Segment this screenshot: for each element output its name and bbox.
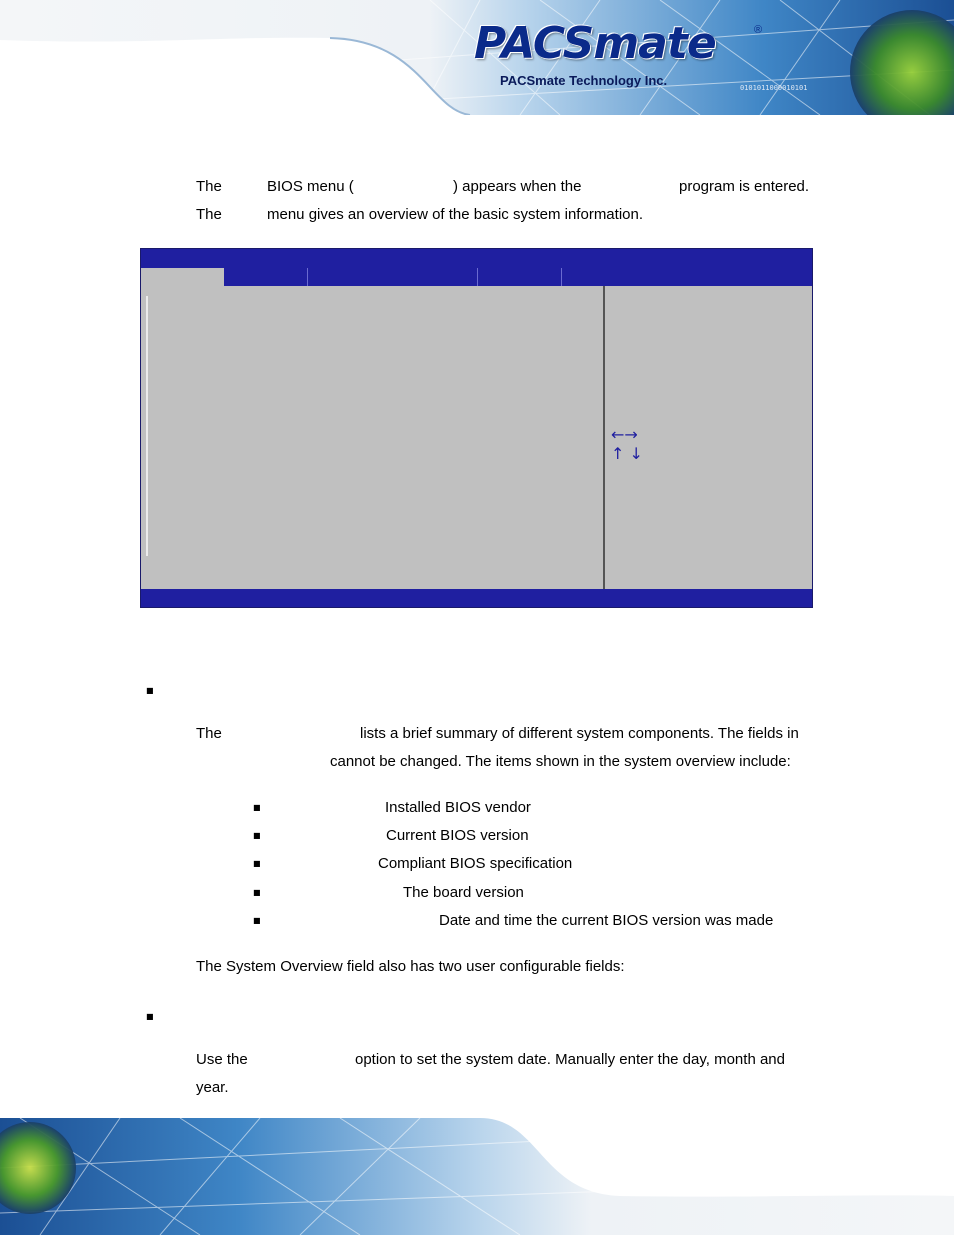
section1-closing: The System Overview field also has two user configurable fields: (196, 958, 625, 975)
intro-line1-c: ) appears when the (453, 178, 582, 195)
section2-bullet-icon: ■ (146, 1012, 154, 1021)
binary-decoration: 0101011000010101 (740, 84, 808, 92)
header-banner (0, 0, 954, 115)
arrow-left-right-icon: ←→ (611, 425, 638, 444)
bios-panel-edge (146, 296, 148, 556)
list-bullet-icon: ■ (253, 859, 261, 868)
list-item: Installed BIOS vendor (385, 799, 531, 816)
intro-line1-a: The (196, 178, 222, 195)
section1-para-c: cannot be changed. The items shown in the system overview include: (330, 753, 791, 770)
bios-title-bar (141, 249, 812, 268)
list-bullet-icon: ■ (253, 888, 261, 897)
section2-para-b: option to set the system date. Manually enter the day, month and (355, 1051, 785, 1068)
intro-line1-d: program is entered. (679, 178, 810, 195)
list-item: Compliant BIOS specification (378, 855, 573, 872)
company-name: PACSmate Technology Inc. (500, 73, 668, 88)
list-item: The board version (403, 884, 524, 901)
list-item: Current BIOS version (386, 827, 529, 844)
section2-para-a: Use the (196, 1051, 248, 1068)
section2-para-c: year. (196, 1079, 229, 1096)
bios-tab-2[interactable] (224, 268, 308, 286)
bios-tab-4[interactable] (478, 268, 562, 286)
footer-graphic (0, 1118, 954, 1235)
bios-status-bar (141, 589, 812, 607)
bios-tab-main[interactable] (141, 268, 224, 287)
section1-para-a: The (196, 725, 222, 742)
intro-line1-b: BIOS menu ( (267, 178, 354, 195)
list-item: Date and time the current BIOS version was made (439, 912, 774, 929)
footer-banner (0, 1118, 954, 1235)
intro-line2-b: menu gives an overview of the basic system information. (267, 206, 644, 223)
registered-mark: ® (754, 24, 763, 36)
intro-line2-a: The (196, 206, 222, 223)
bios-main-menu-figure (140, 248, 813, 608)
bios-tab-3[interactable] (308, 268, 478, 286)
bios-tab-bar (141, 268, 812, 286)
section1-bullet-icon: ■ (146, 686, 154, 695)
bios-main-panel (141, 286, 603, 589)
list-bullet-icon: ■ (253, 803, 261, 812)
bios-help-panel (605, 286, 812, 589)
list-bullet-icon: ■ (253, 916, 261, 925)
list-bullet-icon: ■ (253, 831, 261, 840)
bios-tab-5[interactable] (562, 268, 812, 286)
arrow-up-down-icon: ↑ ↓ (611, 444, 643, 463)
brand-logo-text: PACSmate (474, 18, 716, 69)
section1-para-b: lists a brief summary of different system components. The fields in (360, 725, 799, 742)
